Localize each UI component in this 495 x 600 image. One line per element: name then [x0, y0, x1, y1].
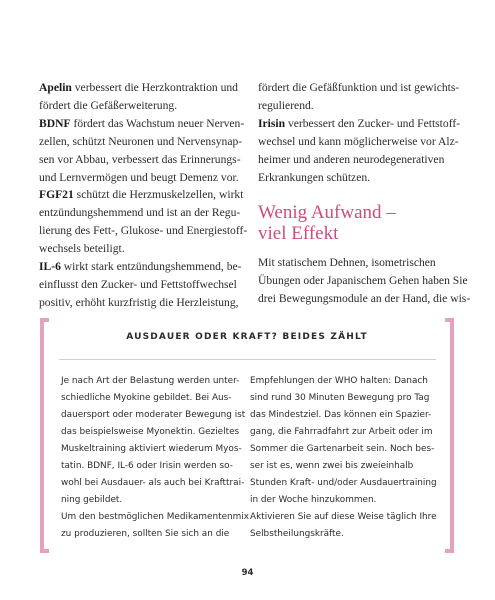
box-text-line: Stunden Kraft- und/oder Ausdauertraining: [250, 478, 437, 488]
box-text-line: tatin. BDNF, IL-6 oder Irisin werden so-: [61, 461, 233, 471]
text-line: wechsel und kann möglicherweise vor Alz-: [258, 134, 459, 148]
box-bracket-left: [40, 318, 49, 553]
box-text-line: gang, die Fahrradfahrt zur Arbeit oder im: [250, 427, 433, 437]
text-line: FGF21 schützt die Herzmuskelzellen, wirkt: [39, 188, 244, 202]
text-line: Mit statischem Dehnen, isometrischen: [258, 256, 436, 270]
page-number: 94: [241, 568, 254, 578]
box-text-line: Empfehlungen der WHO halten: Danach: [250, 376, 428, 386]
box-text-line: das beispielsweise Myonektin. Gezieltes: [61, 427, 240, 437]
box-text-line: Selbstheilungskräfte.: [250, 529, 344, 539]
box-text-line: sind rund 30 Minuten Bewegung pro Tag: [250, 393, 430, 403]
box-text-line: in der Woche hinzukommen.: [250, 495, 377, 505]
box-title: AUSDAUER ODER KRAFT? BEIDES ZÄHLT: [126, 332, 368, 342]
box-text-line: Je nach Art der Belastung werden unter-: [61, 376, 240, 386]
text-line: IL-6 wirkt stark entzündungshemmend, be-: [39, 260, 242, 274]
box-text-line: schiedliche Myokine gebildet. Bei Aus-: [61, 393, 232, 403]
text-line: wechsels beteiligt.: [39, 242, 125, 256]
text-line: Übungen oder Japanischem Gehen haben Sie: [258, 274, 468, 288]
text-line: Irisin verbessert den Zucker- und Fettstoff-: [258, 116, 461, 130]
box-left-column: [61, 373, 250, 543]
section-heading-line-1: Wenig Aufwand –: [258, 202, 396, 224]
box-text-line: Muskeltraining aktiviert wiederum Myos-: [61, 444, 242, 454]
right-text-column: [258, 79, 471, 308]
box-text-line: ser ist es, wenn zwei bis zweieinhalb: [250, 461, 414, 471]
text-line: entzündungshemmend und ist an der Regu-: [39, 206, 241, 220]
box-right-column: [250, 373, 437, 543]
box-text-line: Sommer die Gartenarbeit sein. Noch bes-: [250, 444, 435, 454]
section-heading-line-2: viel Effekt: [258, 223, 339, 245]
box-text-line: Um den bestmöglichen Medikamentenmix: [61, 512, 250, 522]
text-line: fördert die Gefäßfunktion und ist gewichts-: [258, 81, 460, 94]
text-line: und Lernvermögen und beugt Demenz vor.: [39, 170, 239, 184]
text-line: Apelin verbessert die Herzkontraktion und: [39, 81, 238, 94]
box-bracket-right: [445, 318, 454, 553]
text-line: einflusst den Zucker- und Fettstoffwechsel: [39, 277, 237, 291]
box-text-line: Aktivieren Sie auf diese Weise täglich Ihre: [250, 512, 437, 522]
text-line: zellen, schützt Neuronen und Nervensynap-: [39, 134, 243, 148]
box-text-line: dauersport oder moderater Bewegung ist: [61, 410, 246, 420]
left-text-column: [39, 79, 251, 312]
text-line: Erkrankungen schützen.: [258, 170, 371, 184]
box-divider: [59, 359, 436, 360]
text-line: heimer und anderen neurodegenerativen: [258, 152, 445, 166]
box-text-line: zu produzieren, sollten Sie sich an die: [61, 529, 230, 539]
text-line: BDNF fördert das Wachstum neuer Nerven-: [39, 116, 245, 130]
text-line: regulierend.: [258, 98, 314, 112]
section-heading: [258, 202, 468, 244]
box-text-line: das Mindestziel. Das können ein Spazier-: [250, 410, 432, 420]
box-text-line: wohl bei Ausdauer- als auch bei Krafttrai-: [61, 478, 245, 488]
text-line: sen vor Abbau, verbessert das Erinnerungs-: [39, 152, 241, 166]
text-line: lierung des Fett-, Glukose- und Energiestoff-: [39, 224, 248, 238]
text-line: drei Bewegungsmodule an der Hand, die wis-: [258, 292, 471, 306]
box-text-line: ning gebildet.: [61, 495, 123, 505]
text-line: positiv, erhöht kurzfristig die Herzleistung,: [39, 295, 239, 309]
text-line: fördert die Gefäßerweiterung.: [39, 98, 178, 112]
